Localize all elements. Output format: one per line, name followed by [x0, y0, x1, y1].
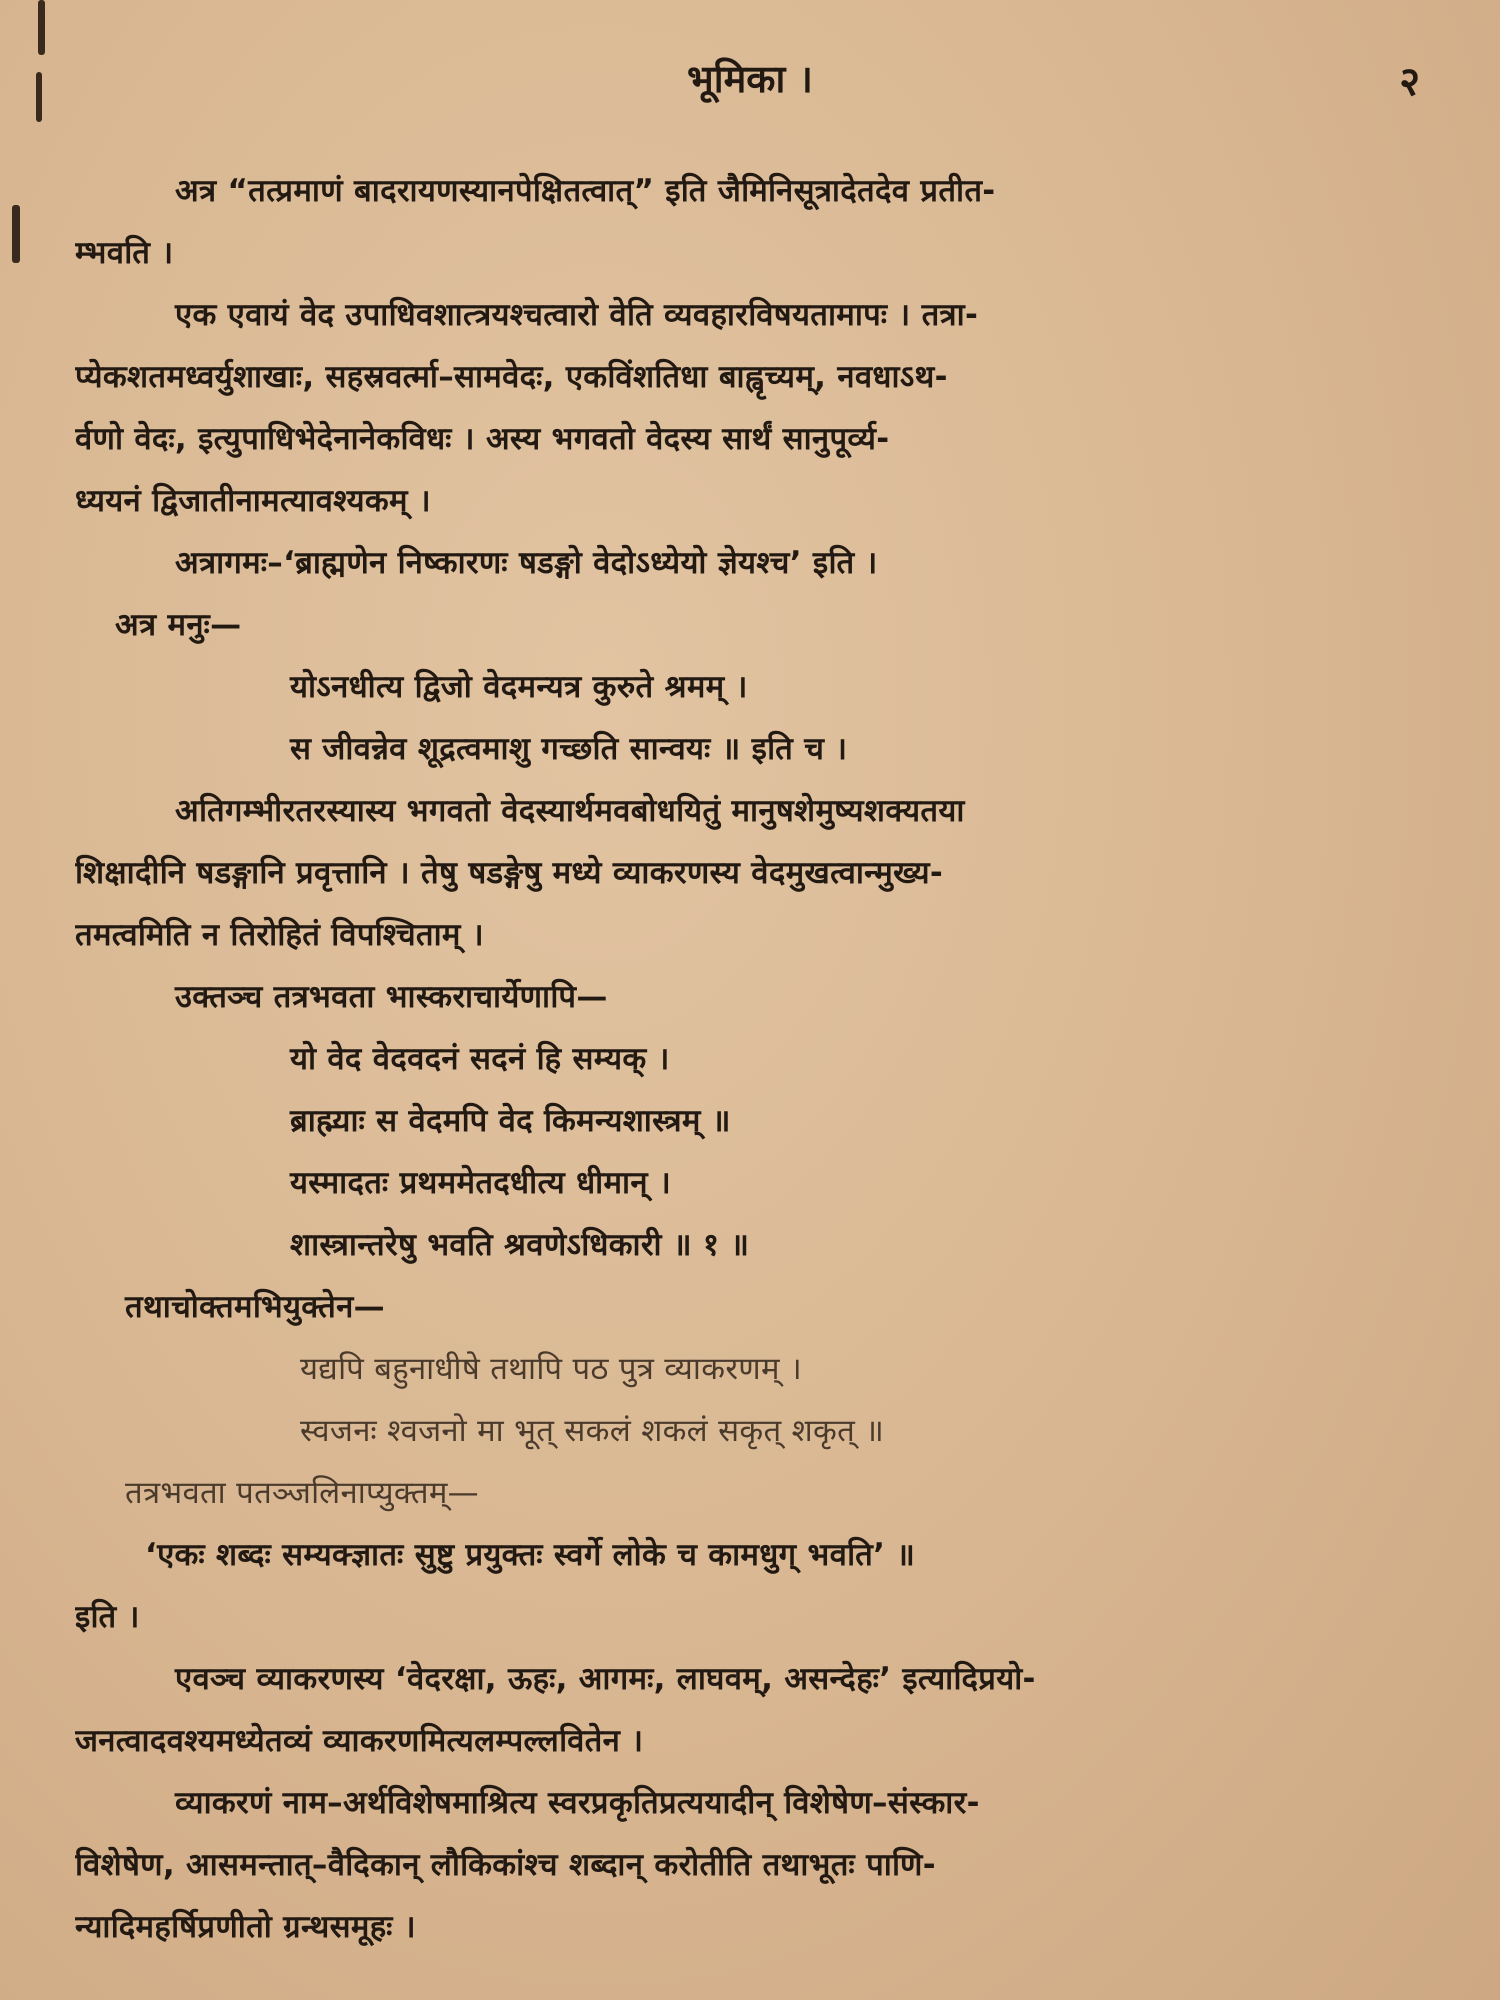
text-line: स जीवन्नेव शूद्रत्वमाशु गच्छति सान्वयः ॥ इति च । — [290, 731, 848, 767]
text-line: व्याकरणं नाम–अर्थविशेषमाश्रित्य स्वरप्रकृतिप्रत्ययादीन् विशेषेण–संस्कार- — [175, 1785, 980, 1821]
text-line: तमत्वमिति न तिरोहितं विपश्चिताम् । — [75, 917, 484, 953]
text-line: अत्रागमः–‘ब्राह्मणेन निष्कारणः षडङ्गो वेदोऽध्येयो ज्ञेयश्च’ इति । — [175, 545, 878, 581]
page-body — [75, 160, 1420, 1958]
text-line: तत्रभवता पतञ्जलिनाप्युक्तम्— — [125, 1475, 479, 1511]
text-line: ब्राह्म्याः स वेदमपि वेद किमन्यशास्त्रम् ॥ — [290, 1103, 731, 1139]
page-number: २ — [1399, 59, 1420, 105]
text-line: यो वेद वेदवदनं सदनं हि सम्यक् । — [290, 1041, 670, 1077]
text-line: ‘एकः शब्दः सम्यक्ज्ञातः सुष्टु प्रयुक्तः स्वर्गे लोके च कामधुग् भवति’ ॥ — [145, 1537, 916, 1573]
page-title: भूमिका । — [687, 57, 813, 101]
text-line: विशेषेण, आसमन्तात्–वैदिकान् लौकिकांश्च शब्दान् करोतीति तथाभूतः पाणि- — [75, 1847, 936, 1883]
text-line: योऽनधीत्य द्विजो वेदमन्यत्र कुरुते श्रमम् । — [290, 669, 748, 705]
text-line: एवञ्च व्याकरणस्य ‘वेदरक्षा, ऊहः, आगमः, लाघवम्, असन्देहः’ इत्यादिप्रयो- — [175, 1661, 1036, 1697]
text-line: जनत्वादवश्यमध्येतव्यं व्याकरणमित्यलम्पल्लवितेन । — [75, 1723, 644, 1759]
text-line: अतिगम्भीरतरस्यास्य भगवतो वेदस्यार्थमवबोधयितुं मानुषशेमुष्यशक्यतया — [175, 793, 965, 829]
text-line: शिक्षादीनि षडङ्गानि प्रवृत्तानि । तेषु षडङ्गेषु मध्ये व्याकरणस्य वेदमुखत्वान्मुख्य- — [75, 855, 944, 891]
ink-mark — [38, 0, 45, 55]
text-line: तथाचोक्तमभियुक्तेन— — [125, 1289, 385, 1325]
text-line: यस्मादतः प्रथममेतदधीत्य धीमान् । — [290, 1165, 672, 1201]
text-line: उक्तञ्च तत्रभवता भास्कराचार्येणापि— — [175, 979, 608, 1015]
text-line: यद्यपि बहुनाधीषे तथापि पठ पुत्र व्याकरणम् । — [300, 1351, 803, 1387]
text-line: प्येकशतमध्वर्युशाखाः, सहस्रवर्त्मा–सामवेदः, एकविंशतिधा बाह्वृच्यम्, नवधाऽथ- — [75, 359, 948, 395]
text-line: शास्त्रान्तरेषु भवति श्रवणेऽधिकारी ॥ १ ॥ — [290, 1227, 750, 1263]
text-line: अत्र मनुः— — [115, 607, 242, 643]
text-line: एक एवायं वेद उपाधिवशात्त्रयश्चत्वारो वेति व्यवहारविषयतामापः । तत्रा- — [175, 297, 979, 333]
page-header — [0, 52, 1500, 132]
text-line: म्भवति । — [75, 235, 174, 271]
ink-mark — [12, 205, 20, 263]
text-line: अत्र “तत्प्रमाणं बादरायणस्यानपेक्षितत्वात्” इति जैमिनिसूत्रादेतदेव प्रतीत- — [175, 173, 996, 209]
text-line: ध्ययनं द्विजातीनामत्यावश्यकम् । — [75, 483, 431, 519]
text-line: न्यादिमहर्षिप्रणीतो ग्रन्थसमूहः । — [75, 1909, 416, 1945]
text-line: इति । — [75, 1599, 140, 1635]
text-line: स्वजनः श्वजनो मा भूत् सकलं शकलं सकृत् शकृत् ॥ — [300, 1413, 885, 1449]
text-line: र्वणो वेदः, इत्युपाधिभेदेनानेकविधः । अस्य भगवतो वेदस्य सार्थं सानुपूर्व्य- — [75, 421, 890, 457]
